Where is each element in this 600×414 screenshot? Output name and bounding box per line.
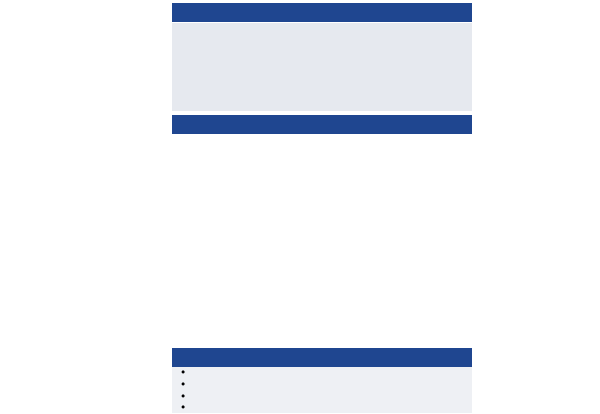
reason-item: • [180, 391, 187, 403]
reason-item: • [180, 402, 187, 414]
reason-item: • [180, 379, 187, 391]
reason-item: • [180, 367, 187, 379]
